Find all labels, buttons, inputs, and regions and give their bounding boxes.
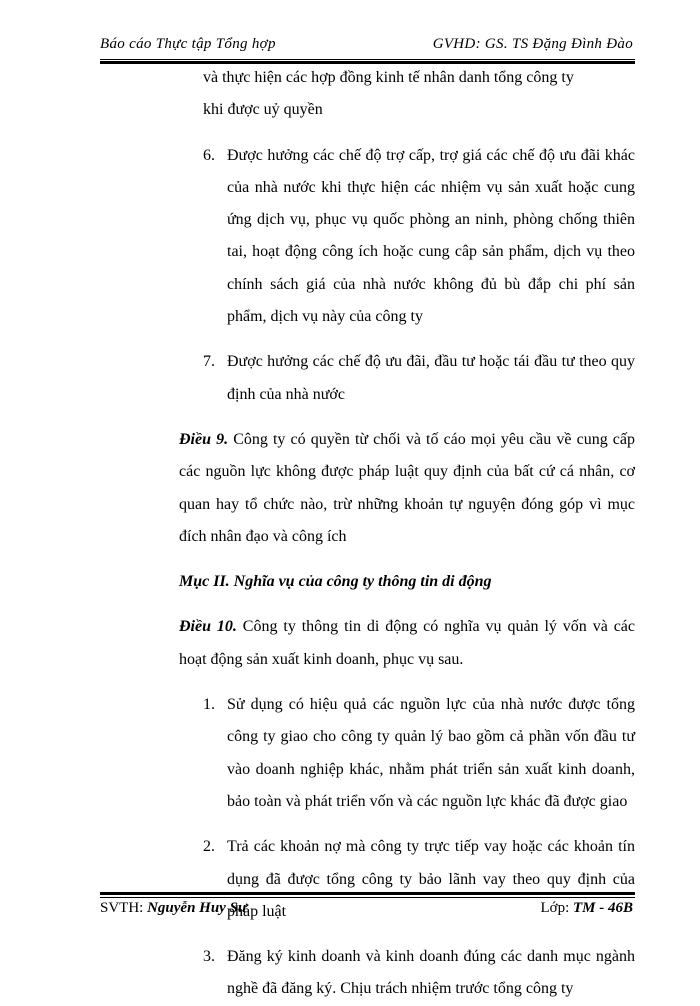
footer-class: [540, 900, 633, 917]
footer-rule-thin: [100, 897, 635, 898]
list-item-3: [203, 941, 635, 1006]
section-title: Mục II. Nghĩa vụ của công ty thông tin di động: [179, 573, 492, 591]
header-supervisor: GVHD: GS. TS Đặng Đình Đào: [432, 36, 633, 52]
article-text: Công ty có quyền từ chối và tố cáo mọi yêu cầu về cung cấp các nguồn lực không được pháp luật quy định của bất cứ cá nhân, cơ quan hay tổ chức nào, trừ những khoản tự nguyện đóng góp vì mục đích nhân đạo và công ích: [179, 430, 635, 545]
list-text: Đăng ký kinh doanh và kinh doanh đúng các danh mục ngành nghề đã đăng ký. Chịu trách nhiệm trước tổng công ty: [227, 948, 635, 998]
list-item-1: [203, 689, 635, 818]
footer-class-name: TM - 46B: [573, 900, 633, 916]
footer-student-name: Nguyễn Huy Sư: [147, 900, 247, 916]
list-number: 7.: [203, 353, 215, 371]
footer-rule-thick: [100, 892, 635, 895]
list-number: 2.: [203, 838, 215, 856]
article-label: Điều 10.: [179, 618, 237, 636]
article-text: Công ty thông tin di động có nghĩa vụ quản lý vốn và các hoạt động sản xuất kinh doanh, phục vụ sau.: [179, 618, 636, 668]
article-label: Điều 9.: [179, 430, 229, 448]
header-rule-thin: [100, 59, 635, 60]
list-item-6: [203, 140, 635, 334]
list-item-7: [203, 346, 635, 411]
header-report-title: Báo cáo Thực tập Tổng hợp: [100, 36, 276, 52]
list-number: 3.: [203, 948, 215, 966]
page-header: [100, 36, 635, 60]
continuation-line: và thực hiện các hợp đồng kinh tế nhân danh tổng công ty: [203, 69, 574, 86]
list-text: Sử dụng có hiệu quả các nguồn lực của nhà nước được tổng công ty giao cho công ty quản lý bao gồm cả phần vốn đầu tư vào doanh nghiệp khác, nhằm phát triển sản xuất kinh doanh, bảo toàn và phát triển vốn và các nguồn lực khác đã được giao: [227, 696, 635, 810]
list-number: 6.: [203, 146, 215, 164]
continuation-line: khi được uỷ quyền: [203, 101, 323, 119]
list-text: Được hưởng các chế độ trợ cấp, trợ giá các chế độ ưu đãi khác của nhà nước khi thực hiện các nhiệm vụ sản xuất hoặc cung ứng dịch vụ, phục vụ quốc phòng an ninh, phòng chống thiên tai, hoạt động công ích hoặc cung câp sản phẩm, dịch vụ theo chính sách giá của nhà nước không đủ bù đắp chi phí sản phẩm, dịch vụ này của công ty: [227, 146, 635, 326]
list-number: 1.: [203, 696, 215, 714]
footer-student: [100, 900, 247, 917]
footer-class-label: Lớp:: [540, 900, 573, 916]
article-9: [179, 424, 635, 553]
list-text: Được hưởng các chế độ ưu đãi, đầu tư hoặc tái đầu tư theo quy định của nhà nước: [227, 353, 635, 403]
footer-student-label: SVTH:: [100, 900, 148, 916]
list-text: Trả các khoản nợ mà công ty trực tiếp vay hoặc các khoản tín dụng đã được tổng công ty bảo lãnh vay theo quy định của pháp luật: [227, 838, 635, 920]
article-10: [179, 611, 635, 676]
page-footer: [100, 900, 635, 922]
